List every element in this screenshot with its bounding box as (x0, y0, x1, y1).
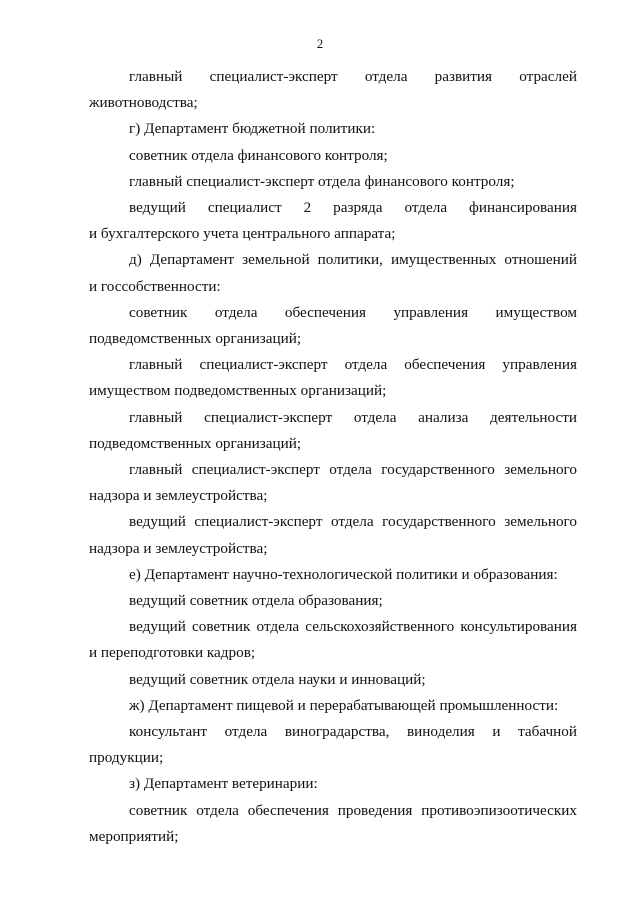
paragraph-line: ведущий специалист-эксперт отдела государственного земельного (129, 513, 577, 531)
paragraph-line: мероприятий; (89, 827, 179, 845)
page-number: 2 (316, 36, 324, 51)
paragraph: г) Департамент бюджетной политики: (129, 120, 376, 138)
paragraph-line: животноводства; (89, 94, 198, 112)
paragraph (89, 614, 577, 666)
document-body (89, 64, 577, 850)
paragraph-line: и переподготовки кадров; (89, 644, 256, 662)
paragraph-line: надзора и землеустройства; (89, 539, 268, 557)
paragraph-line: ведущий специалист 2 разряда отдела финансирования (129, 199, 577, 217)
paragraph-line: советник отдела обеспечения проведения противоэпизоотических (129, 801, 577, 819)
paragraph (89, 352, 577, 404)
paragraph-line: главный специалист-эксперт отдела развития отраслей (129, 68, 577, 85)
paragraph: ж) Департамент пищевой и перерабатывающей промышленности: (129, 696, 559, 714)
paragraph (89, 457, 577, 509)
paragraph (89, 64, 577, 116)
paragraph: главный специалист-эксперт отдела финансового контроля; (129, 172, 515, 190)
paragraph (89, 300, 577, 352)
paragraph-line: главный специалист-эксперт отдела анализа деятельности (129, 408, 577, 426)
paragraph (89, 195, 577, 247)
paragraph-line: и госсобственности: (89, 277, 221, 295)
paragraph (89, 509, 577, 561)
paragraph: ведущий советник отдела образования; (129, 592, 383, 610)
paragraph-line: консультант отдела виноградарства, виноделия и табачной (129, 723, 577, 741)
paragraph-line: подведомственных организаций; (89, 330, 302, 348)
paragraph (89, 405, 577, 457)
paragraph (89, 247, 577, 299)
paragraph: советник отдела финансового контроля; (129, 146, 388, 164)
paragraph-line: ведущий советник отдела сельскохозяйственного консультирования (129, 618, 577, 636)
paragraph-line: и бухгалтерского учета центрального аппарата; (89, 225, 396, 243)
paragraph: е) Департамент научно-технологической политики и образования: (129, 565, 558, 583)
paragraph-line: продукции; (89, 749, 164, 767)
paragraph-line: д) Департамент земельной политики, имущественных отношений (129, 251, 577, 269)
paragraph: з) Департамент ветеринарии: (129, 775, 318, 793)
paragraph-line: главный специалист-эксперт отдела обеспечения управления (129, 356, 577, 374)
paragraph-line: подведомственных организаций; (89, 434, 302, 452)
paragraph-line: имуществом подведомственных организаций; (89, 382, 387, 400)
paragraph-line: главный специалист-эксперт отдела государственного земельного (129, 461, 577, 479)
paragraph: ведущий советник отдела науки и инноваций; (129, 670, 426, 688)
paragraph (89, 719, 577, 771)
paragraph-line: советник отдела обеспечения управления имуществом (129, 303, 577, 321)
paragraph (89, 798, 577, 850)
paragraph-line: надзора и землеустройства; (89, 487, 268, 505)
